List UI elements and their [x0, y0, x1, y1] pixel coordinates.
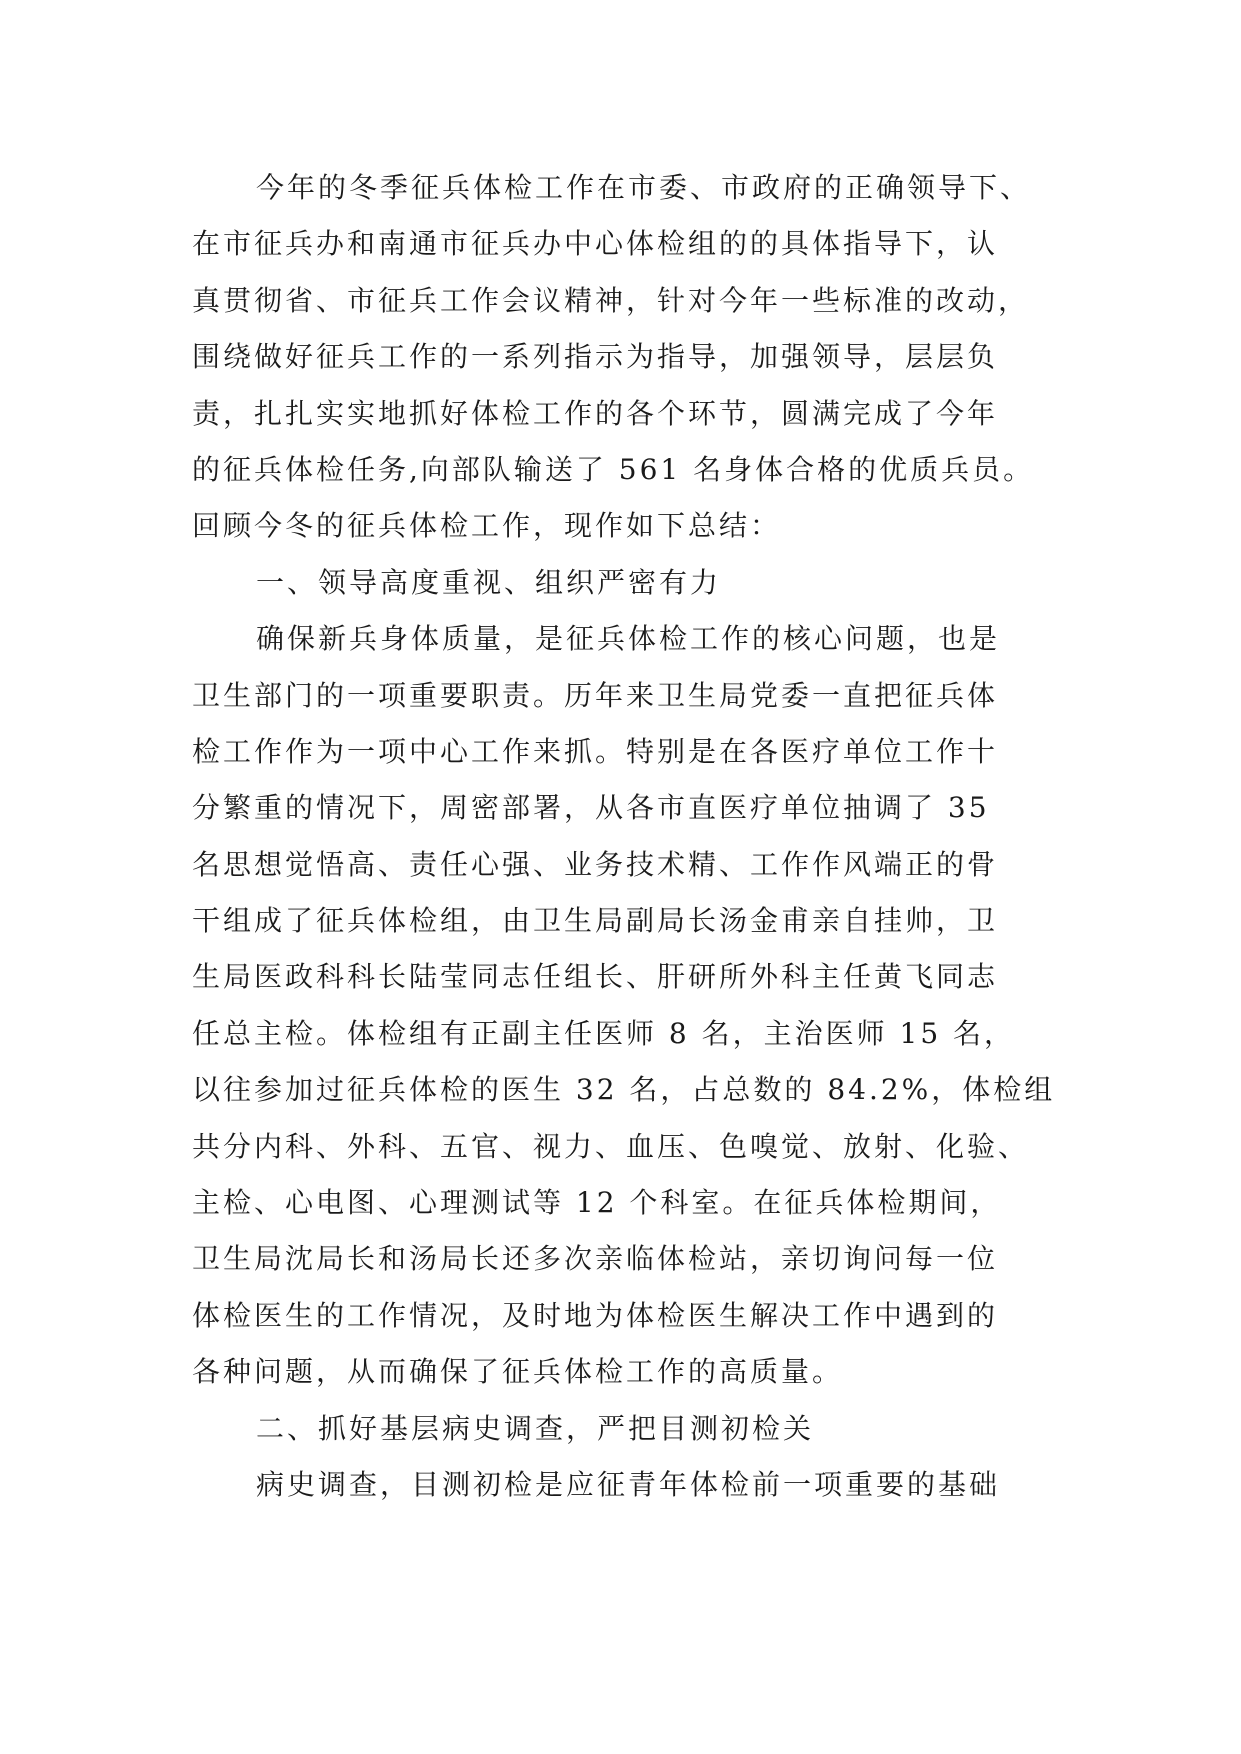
paragraph-2-line-6: 干组成了征兵体检组，由卫生局副局长汤金甫亲自挂帅，卫: [192, 904, 999, 938]
paragraph-2-line-11: 主检、心电图、心理测试等 12 个科室。在征兵体检期间，: [192, 1186, 1002, 1220]
paragraph-2-line-2: 卫生部门的一项重要职责。历年来卫生局党委一直把征兵体: [192, 678, 999, 712]
section-heading-2: 二、抓好基层病史调查，严把目测初检关: [256, 1411, 815, 1445]
paragraph-2-line-10: 共分内科、外科、五官、视力、血压、色嗅觉、放射、化验、: [192, 1129, 1030, 1163]
section-heading-1: 一、领导高度重视、组织严密有力: [256, 565, 722, 599]
paragraph-1-line-7: 回顾今冬的征兵体检工作，现作如下总结：: [192, 509, 782, 543]
paragraph-1-line-6: 的征兵体检任务,向部队输送了 561 名身体合格的优质兵员。: [192, 452, 1035, 486]
paragraph-1-line-2: 在市征兵办和南通市征兵办中心体检组的的具体指导下，认: [192, 227, 999, 261]
paragraph-2-line-14: 各种问题，从而确保了征兵体检工作的高质量。: [192, 1355, 844, 1389]
paragraph-2-line-4: 分繁重的情况下，周密部署，从各市直医疗单位抽调了 35: [192, 791, 990, 825]
paragraph-2-line-1: 确保新兵身体质量，是征兵体检工作的核心问题，也是: [256, 622, 1001, 656]
paragraph-2-line-3: 检工作作为一项中心工作来抓。特别是在各医疗单位工作十: [192, 734, 999, 768]
paragraph-2-line-13: 体检医生的工作情况，及时地为体检医生解决工作中遇到的: [192, 1298, 999, 1332]
paragraph-2-line-7: 生局医政科科长陆莹同志任组长、肝研所外科主任黄飞同志: [192, 960, 999, 994]
paragraph-1-line-5: 责，扎扎实实地抓好体检工作的各个环节，圆满完成了今年: [192, 396, 999, 430]
paragraph-2-line-9: 以往参加过征兵体检的医生 32 名，占总数的 84.2%，体检组: [192, 1073, 1056, 1107]
paragraph-2-line-12: 卫生局沈局长和汤局长还多次亲临体检站，亲切询问每一位: [192, 1242, 999, 1276]
paragraph-1-line-4: 围绕做好征兵工作的一系列指示为指导，加强领导，层层负: [192, 340, 999, 374]
paragraph-2-line-8: 任总主检。体检组有正副主任医师 8 名，主治医师 15 名，: [192, 1016, 1016, 1050]
paragraph-2-line-5: 名思想觉悟高、责任心强、业务技术精、工作作风端正的骨: [192, 847, 999, 881]
paragraph-1-line-1: 今年的冬季征兵体检工作在市委、市政府的正确领导下、: [256, 171, 1032, 204]
document-body: [192, 160, 1056, 1513]
paragraph-3-line-1: 病史调查，目测初检是应征青年体检前一项重要的基础: [256, 1467, 1001, 1501]
paragraph-1-line-3: 真贯彻省、市征兵工作会议精神，针对今年一些标准的改动，: [192, 283, 1030, 317]
